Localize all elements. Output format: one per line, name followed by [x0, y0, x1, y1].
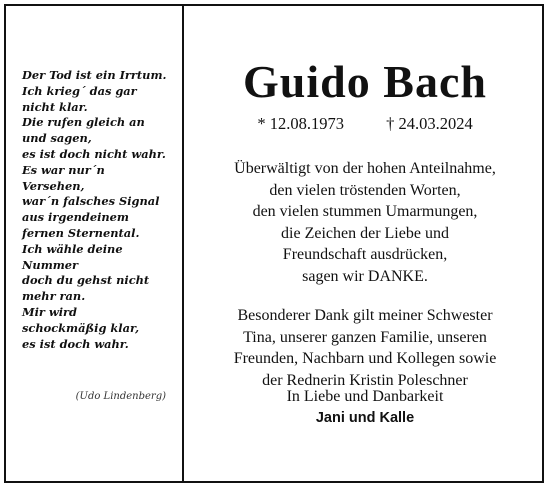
- poem-line: Der Tod ist ein Irrtum.: [22, 68, 167, 82]
- poem-line: es ist doch nicht wahr.: [22, 146, 166, 161]
- poem-line: nicht klar.: [22, 99, 88, 114]
- poem-line: war´n falsches Signal: [22, 194, 160, 209]
- obituary-frame: [4, 4, 544, 483]
- thanks-line: Überwältigt von der hohen Anteilnahme,: [234, 160, 496, 177]
- poem-line: schockmäßig klar,: [22, 320, 140, 335]
- special-thanks-paragraph: [184, 305, 546, 391]
- thanks-paragraph: [184, 158, 546, 287]
- poem: [22, 68, 178, 352]
- special-thanks-line: Freunden, Nachbarn und Kollegen sowie: [233, 350, 497, 367]
- poem-line: Es war nur´n: [22, 162, 105, 177]
- poem-attribution: (Udo Lindenberg): [75, 391, 166, 402]
- thanks-line: den vielen tröstenden Worten,: [269, 181, 461, 199]
- poem-line: aus irgendeinem: [22, 210, 129, 225]
- thanks-line: Freundschaft ausdrücken,: [282, 246, 448, 263]
- life-dates: [184, 114, 546, 134]
- special-thanks-line: Besonderer Dank gilt meiner Schwester: [237, 307, 493, 324]
- special-thanks-line: Tina, unserer ganzen Familie, unseren: [243, 328, 487, 346]
- poem-line: doch du gehst nicht: [22, 273, 150, 288]
- poem-line: Versehen,: [22, 178, 85, 193]
- poem-line: fernen Sternental.: [22, 225, 140, 240]
- poem-line: Ich krieg´ das gar: [22, 83, 137, 98]
- poem-line: es ist doch wahr.: [22, 336, 129, 351]
- closing-text: In Liebe und Danbarkeit: [286, 388, 444, 405]
- special-thanks-line: der Rednerin Kristin Poleschner: [262, 371, 468, 389]
- thanks-line: den vielen stummen Umarmungen,: [252, 203, 478, 220]
- poem-line: Mir wird: [22, 304, 78, 319]
- deceased-name: Guido Bach: [243, 56, 487, 107]
- poem-line: Ich wähle deine: [22, 241, 123, 256]
- thanks-line: sagen wir DANKE.: [302, 267, 428, 285]
- poem-line: mehr ran.: [22, 289, 86, 304]
- poem-line: Die rufen gleich an: [22, 115, 145, 130]
- death-date: † 24.03.2024: [386, 114, 473, 133]
- poem-line: und sagen,: [22, 131, 92, 146]
- birth-date: * 12.08.1973: [257, 114, 344, 133]
- thanks-line: die Zeichen der Liebe und: [281, 224, 449, 242]
- closing-line: [184, 386, 546, 408]
- signature: Jani und Kalle: [315, 410, 415, 426]
- poem-line: Nummer: [22, 257, 79, 272]
